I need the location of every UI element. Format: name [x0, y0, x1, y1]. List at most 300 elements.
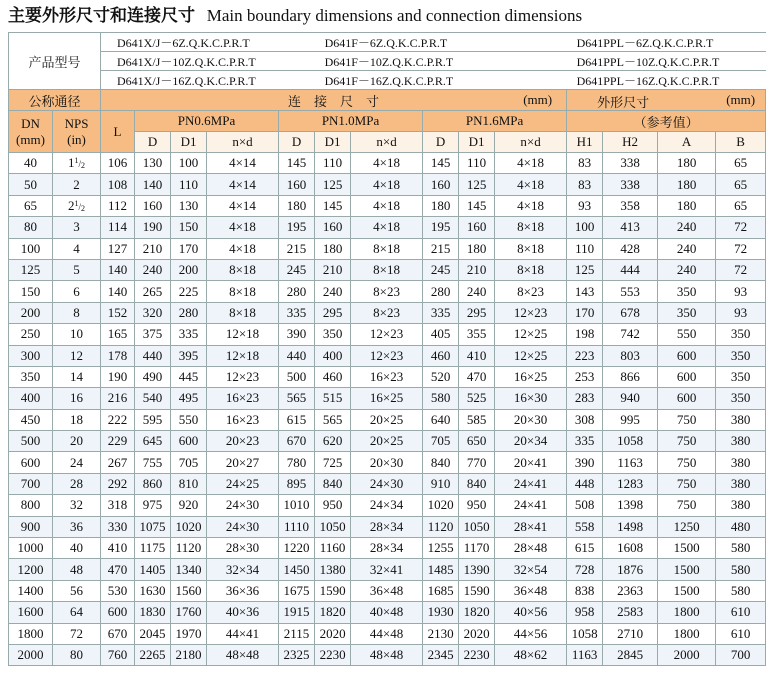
table-cell: 2: [53, 174, 101, 195]
table-cell: 8×18: [495, 217, 567, 238]
table-cell: 295: [459, 302, 495, 323]
b-header: B: [716, 132, 766, 153]
table-cell: 2000: [658, 644, 716, 665]
table-cell: 12×18: [207, 345, 279, 366]
table-cell: 2115: [279, 623, 315, 644]
table-cell: 600: [9, 452, 53, 473]
table-cell: 2045: [135, 623, 171, 644]
table-cell: 800: [9, 495, 53, 516]
table-cell: 390: [279, 324, 315, 345]
table-cell: 750: [658, 409, 716, 430]
table-cell: 670: [101, 623, 135, 644]
table-cell: 580: [716, 559, 766, 580]
table-cell: 180: [658, 153, 716, 174]
table-cell: 145: [315, 195, 351, 216]
table-cell: 1970: [171, 623, 207, 644]
table-cell: 358: [603, 195, 658, 216]
table-cell: 750: [658, 473, 716, 494]
model-name: D641X/J－6Z.Q.K.C.P.R.T: [101, 33, 315, 52]
table-cell: 678: [603, 302, 658, 323]
table-cell: 860: [135, 473, 171, 494]
table-cell: 48×48: [351, 644, 423, 665]
table-cell: 2180: [171, 644, 207, 665]
table-cell: 1800: [9, 623, 53, 644]
model-name: D641F－10Z.Q.K.C.P.R.T: [315, 52, 567, 71]
table-cell: 65: [716, 195, 766, 216]
table-cell: 1020: [171, 516, 207, 537]
table-cell: 4×18: [495, 195, 567, 216]
table-cell: 380: [716, 452, 766, 473]
table-cell: 770: [459, 452, 495, 473]
table-cell: 2845: [603, 644, 658, 665]
table-cell: 1500: [658, 580, 716, 601]
table-cell: 130: [135, 153, 171, 174]
model-label: 产品型号: [9, 33, 101, 90]
table-cell: 245: [279, 259, 315, 280]
table-cell: 20×27: [207, 452, 279, 473]
pn16-header: PN1.6MPa: [423, 111, 567, 132]
table-cell: 12×23: [495, 302, 567, 323]
table-cell: 267: [101, 452, 135, 473]
table-cell: 4×14: [207, 195, 279, 216]
dn-unit: (mm): [16, 131, 45, 147]
table-cell: 338: [603, 153, 658, 174]
table-cell: 225: [171, 281, 207, 302]
table-cell: 895: [279, 473, 315, 494]
nps-header: [53, 111, 101, 153]
table-cell: 283: [567, 388, 603, 409]
table-row: [9, 623, 766, 644]
table-cell: 2265: [135, 644, 171, 665]
table-cell: 180: [658, 174, 716, 195]
table-cell: 125: [459, 174, 495, 195]
d-header: D: [279, 132, 315, 153]
table-cell: 2230: [459, 644, 495, 665]
table-cell: 24×30: [207, 495, 279, 516]
table-cell: 210: [315, 259, 351, 280]
table-cell: 600: [658, 388, 716, 409]
table-cell: 65: [9, 195, 53, 216]
table-cell: 28×41: [495, 516, 567, 537]
table-cell: 350: [716, 345, 766, 366]
table-cell: 16×30: [495, 388, 567, 409]
table-cell: 44×41: [207, 623, 279, 644]
table-cell: 2230: [315, 644, 351, 665]
table-cell: 338: [603, 174, 658, 195]
table-row: [9, 388, 766, 409]
table-cell: 40×48: [351, 602, 423, 623]
table-cell: 670: [279, 431, 315, 452]
table-cell: 28×48: [495, 538, 567, 559]
table-cell: 200: [9, 302, 53, 323]
table-cell: 910: [423, 473, 459, 494]
table-cell: 1500: [658, 538, 716, 559]
table-cell: 16: [53, 388, 101, 409]
table-cell: 750: [658, 452, 716, 473]
table-cell: 4×18: [207, 238, 279, 259]
table-cell: 108: [101, 174, 135, 195]
table-row: [9, 366, 766, 387]
table-cell: 240: [658, 238, 716, 259]
table-cell: 150: [171, 217, 207, 238]
table-cell: 840: [423, 452, 459, 473]
table-cell: 106: [101, 153, 135, 174]
table-cell: 958: [567, 602, 603, 623]
table-cell: 145: [423, 153, 459, 174]
table-cell: 12×23: [351, 324, 423, 345]
table-cell: 350: [716, 388, 766, 409]
table-row: [9, 324, 766, 345]
table-cell: 8: [53, 302, 101, 323]
table-row: [9, 238, 766, 259]
table-cell: 335: [423, 302, 459, 323]
table-cell: 866: [603, 366, 658, 387]
table-cell: 1760: [171, 602, 207, 623]
table-cell: 110: [459, 153, 495, 174]
table-cell: 24×41: [495, 495, 567, 516]
table-cell: 32×54: [495, 559, 567, 580]
table-cell: 10: [53, 324, 101, 345]
model-row: [9, 33, 766, 52]
table-cell: 145: [279, 153, 315, 174]
table-cell: 335: [279, 302, 315, 323]
table-cell: 28×34: [351, 538, 423, 559]
connection-dimensions-header: [101, 90, 567, 111]
table-cell: 742: [603, 324, 658, 345]
table-cell: 240: [135, 259, 171, 280]
title-chinese: 主要外形尺寸和连接尺寸: [8, 6, 195, 26]
table-cell: 80: [53, 644, 101, 665]
table-cell: 223: [567, 345, 603, 366]
table-cell: 640: [423, 409, 459, 430]
table-cell: 44×56: [495, 623, 567, 644]
table-cell: 1820: [315, 602, 351, 623]
table-cell: 160: [459, 217, 495, 238]
table-cell: 803: [603, 345, 658, 366]
table-cell: 440: [135, 345, 171, 366]
table-cell: 4×18: [495, 174, 567, 195]
table-cell: 350: [716, 324, 766, 345]
table-cell: 190: [135, 217, 171, 238]
table-cell: 215: [423, 238, 459, 259]
table-cell: 705: [171, 452, 207, 473]
table-cell: 780: [279, 452, 315, 473]
model-row: [9, 52, 766, 71]
table-cell: 1390: [459, 559, 495, 580]
table-cell: 620: [315, 431, 351, 452]
table-cell: 16×25: [495, 366, 567, 387]
table-cell: 127: [101, 238, 135, 259]
table-cell: 610: [716, 623, 766, 644]
nps-label: NPS: [64, 115, 89, 131]
table-cell: 72: [716, 238, 766, 259]
table-row: [9, 409, 766, 430]
table-cell: 1608: [603, 538, 658, 559]
table-cell: 198: [567, 324, 603, 345]
table-cell: 178: [101, 345, 135, 366]
table-cell: 2710: [603, 623, 658, 644]
table-cell: 83: [567, 153, 603, 174]
table-cell: 444: [603, 259, 658, 280]
table-cell: 1876: [603, 559, 658, 580]
table-cell: 380: [716, 409, 766, 430]
table-cell: 390: [567, 452, 603, 473]
table-row: [9, 259, 766, 280]
table-cell: 160: [423, 174, 459, 195]
table-cell: 1010: [279, 495, 315, 516]
table-cell: 395: [171, 345, 207, 366]
table-cell: 72: [53, 623, 101, 644]
table-cell: 1255: [423, 538, 459, 559]
table-cell: 705: [423, 431, 459, 452]
table-cell: 50: [9, 174, 53, 195]
table-cell: 8×18: [207, 259, 279, 280]
table-cell: $1^1/_2$: [53, 153, 101, 174]
table-cell: 4×14: [207, 174, 279, 195]
table-row: [9, 495, 766, 516]
table-cell: 48: [53, 559, 101, 580]
table-cell: 16×25: [351, 388, 423, 409]
table-cell: 1675: [279, 580, 315, 601]
table-cell: 83: [567, 174, 603, 195]
table-cell: 1380: [315, 559, 351, 580]
outline-unit: (mm): [726, 92, 756, 107]
table-cell: 160: [315, 217, 351, 238]
table-cell: 650: [459, 431, 495, 452]
table-cell: 530: [101, 580, 135, 601]
table-cell: 300: [9, 345, 53, 366]
table-row: [9, 516, 766, 537]
table-cell: 110: [315, 153, 351, 174]
table-cell: 280: [279, 281, 315, 302]
table-cell: 1340: [171, 559, 207, 580]
table-cell: 495: [171, 388, 207, 409]
table-cell: 1110: [279, 516, 315, 537]
table-cell: 8×18: [351, 238, 423, 259]
table-cell: 56: [53, 580, 101, 601]
table-cell: 2325: [279, 644, 315, 665]
table-cell: 143: [567, 281, 603, 302]
table-body: [9, 153, 766, 666]
table-cell: 565: [279, 388, 315, 409]
table-row: [9, 153, 766, 174]
table-cell: 250: [9, 324, 53, 345]
table-cell: 145: [459, 195, 495, 216]
table-cell: 558: [567, 516, 603, 537]
table-cell: 350: [658, 302, 716, 323]
table-cell: 838: [567, 580, 603, 601]
table-cell: 375: [135, 324, 171, 345]
model-name: D641X/J－10Z.Q.K.C.P.R.T: [101, 52, 315, 71]
table-cell: 1000: [9, 538, 53, 559]
table-cell: 40×56: [495, 602, 567, 623]
table-cell: 190: [101, 366, 135, 387]
table-cell: 28: [53, 473, 101, 494]
table-cell: 318: [101, 495, 135, 516]
table-cell: 1820: [459, 602, 495, 623]
table-row: [9, 559, 766, 580]
table-cell: $2^1/_2$: [53, 195, 101, 216]
table-cell: 180: [279, 195, 315, 216]
table-cell: 93: [567, 195, 603, 216]
table-cell: 8×23: [351, 281, 423, 302]
table-cell: 170: [567, 302, 603, 323]
table-cell: 500: [279, 366, 315, 387]
nominal-diameter-header: 公称通径: [9, 90, 101, 111]
table-row: [9, 452, 766, 473]
table-row: [9, 431, 766, 452]
table-cell: 24×25: [207, 473, 279, 494]
table-cell: 20: [53, 431, 101, 452]
table-cell: 12: [53, 345, 101, 366]
table-cell: 585: [459, 409, 495, 430]
table-cell: 1050: [315, 516, 351, 537]
d-header: D: [423, 132, 459, 153]
connection-title: 连 接 尺 寸: [288, 94, 380, 110]
table-cell: 28×30: [207, 538, 279, 559]
table-cell: 65: [716, 174, 766, 195]
table-cell: 14: [53, 366, 101, 387]
table-cell: 48×48: [207, 644, 279, 665]
table-row: [9, 217, 766, 238]
table-cell: 140: [135, 174, 171, 195]
a-header: A: [658, 132, 716, 153]
table-cell: 12×18: [207, 324, 279, 345]
page-title: [8, 4, 582, 28]
d1-header: D1: [459, 132, 495, 153]
table-cell: 32: [53, 495, 101, 516]
table-cell: 36×36: [207, 580, 279, 601]
table-cell: 450: [9, 409, 53, 430]
table-cell: 950: [315, 495, 351, 516]
table-cell: 1915: [279, 602, 315, 623]
table-cell: 1800: [658, 623, 716, 644]
table-cell: 2020: [315, 623, 351, 644]
table-cell: 5: [53, 259, 101, 280]
table-cell: 20×34: [495, 431, 567, 452]
table-cell: 65: [716, 153, 766, 174]
table-cell: 20×41: [495, 452, 567, 473]
table-cell: 210: [459, 259, 495, 280]
table-cell: 24: [53, 452, 101, 473]
table-cell: 280: [423, 281, 459, 302]
table-cell: 24×34: [351, 495, 423, 516]
table-cell: 700: [716, 644, 766, 665]
nxd-header: n×d: [495, 132, 567, 153]
table-cell: 1120: [171, 538, 207, 559]
table-cell: 508: [567, 495, 603, 516]
table-cell: 24×30: [351, 473, 423, 494]
table-cell: 12×23: [207, 366, 279, 387]
table-cell: 150: [9, 281, 53, 302]
table-cell: 1485: [423, 559, 459, 580]
table-cell: 1400: [9, 580, 53, 601]
table-cell: 20×25: [351, 431, 423, 452]
model-name: D641F－16Z.Q.K.C.P.R.T: [315, 71, 567, 90]
table-cell: 1050: [459, 516, 495, 537]
table-cell: 4×14: [207, 153, 279, 174]
table-cell: 160: [135, 195, 171, 216]
table-cell: 1200: [9, 559, 53, 580]
nxd-header: n×d: [351, 132, 423, 153]
table-cell: 8×18: [495, 259, 567, 280]
table-cell: 1058: [603, 431, 658, 452]
table-cell: 1283: [603, 473, 658, 494]
table-cell: 16×23: [351, 366, 423, 387]
table-cell: 553: [603, 281, 658, 302]
table-cell: 240: [315, 281, 351, 302]
table-cell: 500: [9, 431, 53, 452]
dimensions-table: [8, 32, 766, 666]
table-cell: 595: [135, 409, 171, 430]
header-row-1: [9, 90, 766, 111]
table-cell: 1175: [135, 538, 171, 559]
table-cell: 200: [171, 259, 207, 280]
table-cell: 335: [567, 431, 603, 452]
table-cell: 8×18: [207, 302, 279, 323]
h1-header: H1: [567, 132, 603, 153]
table-cell: 410: [101, 538, 135, 559]
table-cell: 170: [171, 238, 207, 259]
table-cell: 1020: [423, 495, 459, 516]
table-row: [9, 195, 766, 216]
table-cell: 4×18: [351, 174, 423, 195]
table-cell: 280: [171, 302, 207, 323]
table-cell: 350: [9, 366, 53, 387]
table-cell: 4×18: [207, 217, 279, 238]
d1-header: D1: [171, 132, 207, 153]
table-cell: 380: [716, 473, 766, 494]
table-cell: 140: [101, 281, 135, 302]
table-cell: 440: [279, 345, 315, 366]
table-cell: 1500: [658, 559, 716, 580]
l-header: L: [101, 111, 135, 153]
table-cell: 470: [459, 366, 495, 387]
pn06-header: PN0.6MPa: [135, 111, 279, 132]
table-cell: 1630: [135, 580, 171, 601]
table-cell: 160: [279, 174, 315, 195]
table-cell: 580: [423, 388, 459, 409]
table-cell: 114: [101, 217, 135, 238]
nxd-header: n×d: [207, 132, 279, 153]
table-cell: 350: [315, 324, 351, 345]
table-cell: 4×18: [495, 153, 567, 174]
model-name: D641X/J－16Z.Q.K.C.P.R.T: [101, 71, 315, 90]
table-cell: 1220: [279, 538, 315, 559]
table-cell: 540: [135, 388, 171, 409]
table-cell: 40×36: [207, 602, 279, 623]
table-cell: 600: [658, 345, 716, 366]
table-cell: 1075: [135, 516, 171, 537]
table-cell: 1800: [658, 602, 716, 623]
table-cell: 20×25: [351, 409, 423, 430]
table-cell: 525: [459, 388, 495, 409]
table-cell: 180: [423, 195, 459, 216]
table-cell: 565: [315, 409, 351, 430]
table-cell: 240: [459, 281, 495, 302]
title-english: Main boundary dimensions and connection dimensions: [206, 6, 583, 25]
table-cell: 615: [567, 538, 603, 559]
table-cell: 413: [603, 217, 658, 238]
table-cell: 550: [171, 409, 207, 430]
table-cell: 520: [423, 366, 459, 387]
table-cell: 210: [135, 238, 171, 259]
pn10-header: PN1.0MPa: [279, 111, 423, 132]
model-row: [9, 71, 766, 90]
table-cell: 1160: [315, 538, 351, 559]
outline-title: 外形尺寸: [597, 96, 650, 111]
table-cell: 100: [567, 217, 603, 238]
